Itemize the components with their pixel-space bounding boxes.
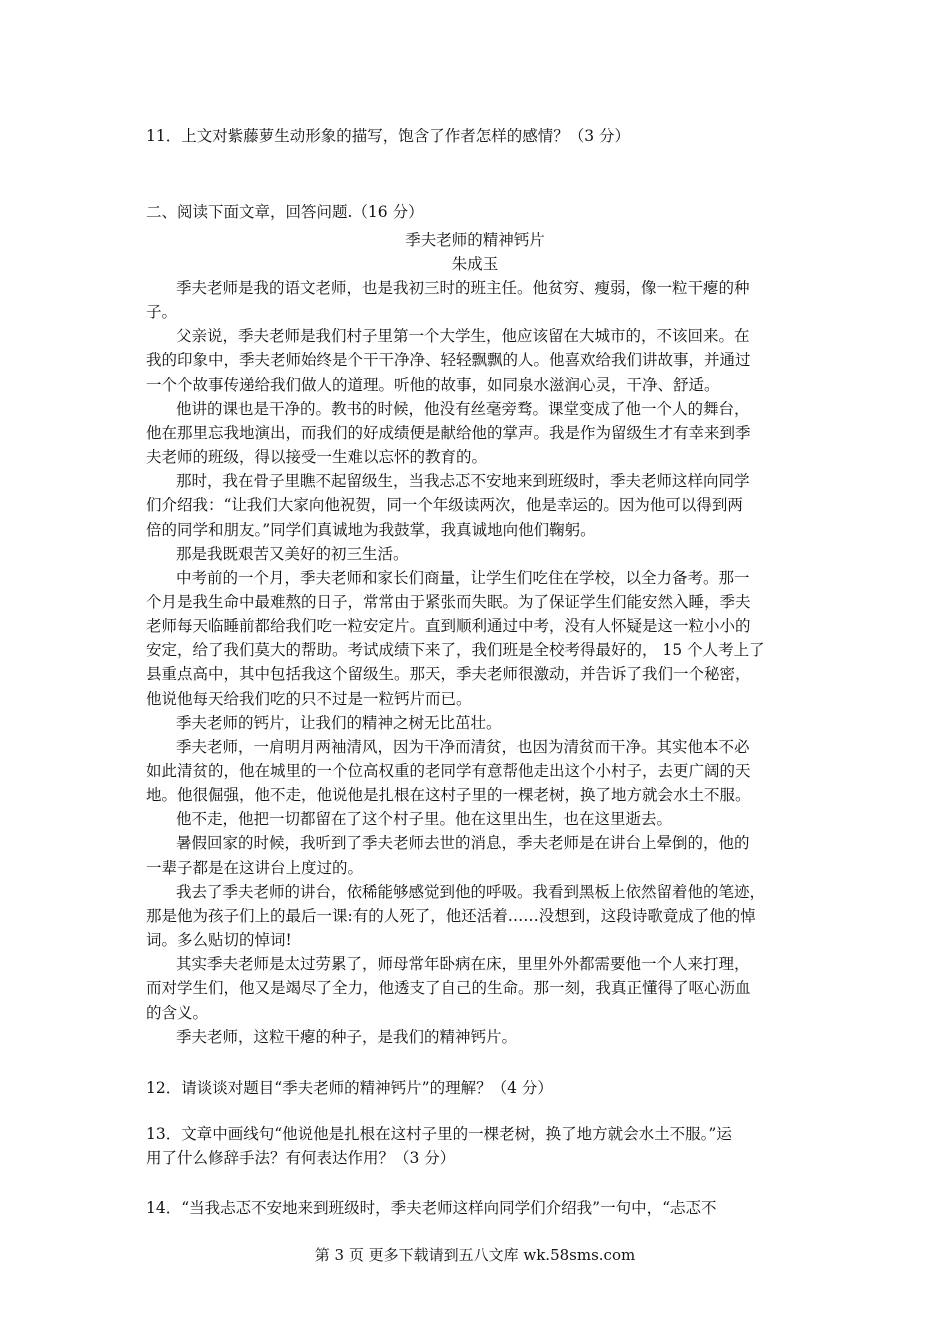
article-title: 季夫老师的精神钙片 [405,231,545,249]
article-line: 那时，我在骨子里瞧不起留级生，当我忐忑不安地来到班级时，季夫老师这样向同学 [176,472,750,491]
article-line: 县重点高中，其中包括我这个留级生。那天，季夫老师很激动，并告诉了我们一个秘密， [146,665,751,684]
article-line: 地。他很倔强，他不走，他说他是扎根在这村子里的一棵老树，换了地方就会水土不服。 [146,786,751,805]
article-line: 季夫老师是我的语文老师，也是我初三时的班主任。他贫穷、瘦弱，像一粒干瘪的种 [176,279,750,297]
article-line: 的含义。 [146,1003,209,1022]
article-line: 季夫老师，这粒干瘪的种子，是我们的精神钙片。 [176,1027,518,1046]
page-footer: 第 3 页 更多下载请到五八文库 wk.58sms.com [314,1246,636,1264]
article-line: 一个个故事传递给我们做人的道理。听他的故事，如同泉水滋润心灵，干净、舒适。 [146,375,720,394]
question-13-line-1: 13．文章中画线句“他说他是扎根在这村子里的一棵老树，换了地方就会水土不服。”运 [146,1125,732,1143]
article-line: 那是他为孩子们上的最后一课:有的人死了，他还活着……没想到，这段诗歌竟成了他的悼 [146,906,756,925]
question-11: 11．上文对紫藤萝生动形象的描写，饱含了作者怎样的感情？（3 分） [146,127,631,145]
article-line: 倍的同学和朋友。”同学们真诚地为我鼓掌，我真诚地向他们鞠躬。 [146,520,596,539]
article-line: 我去了季夫老师的讲台，依稀能够感觉到他的呼吸。我看到黑板上依然留着他的笔迹， [176,882,766,901]
article-line: 而对学生们，他又是竭尽了全力，他透支了自己的生命。那一刻，我真正懂得了呕心沥血 [146,979,751,998]
article-line: 老师每天临睡前都给我们吃一粒安定片。直到顺利通过中考，没有人怀疑是这一粒小小的 [146,617,751,636]
article-line: 们介绍我：“让我们大家向他祝贺，同一个年级读两次，他是幸运的。因为他可以得到两 [146,496,743,515]
article-line: 季夫老师的钙片，让我们的精神之树无比茁壮。 [176,713,502,732]
article-line: 夫老师的班级，得以接受一生难以忘怀的教育的。 [146,448,488,466]
article-line: 其实季夫老师是太过劳累了，师母常年卧病在床，里里外外都需要他一个人来打理， [176,955,750,974]
article-line: 安定，给了我们莫大的帮助。考试成绩下来了，我们班是全校考得最好的， 15 个人考上了 [146,641,765,660]
article-author: 朱成玉 [451,255,499,273]
article-line: 一辈子都是在这讲台上度过的。 [146,858,364,877]
article-line: 他不走，他把一切都留在了这个村子里。他在这里出生，也在这里逝去。 [176,810,673,829]
question-14: 14．“当我忐忑不安地来到班级时，季夫老师这样向同学们介绍我”一句中，“忐忑不 [146,1199,717,1217]
article-line: 词。多么贴切的悼词! [146,931,292,949]
article-line: 暑假回家的时候，我听到了季夫老师去世的消息，季夫老师是在讲台上晕倒的，他的 [176,834,750,853]
article-line: 中考前的一个月，季夫老师和家长们商量，让学生们吃住在学校，以全力备考。那一 [176,568,750,587]
article-line: 父亲说，季夫老师是我们村子里第一个大学生，他应该留在大城市的，不该回来。在 [176,327,750,346]
question-12: 12．请谈谈对题目“季夫老师的精神钙片”的理解？（4 分） [146,1079,553,1097]
section-2-heading: 二、阅读下面文章，回答问题.（16 分） [146,203,424,221]
article-line: 他在那里忘我地演出，而我们的好成绩便是献给他的掌声。我是作为留级生才有幸来到季 [146,423,751,442]
article-line: 那是我既艰苦又美好的初三生活。 [176,544,409,563]
question-13-line-2: 用了什么修辞手法？有何表达作用？（3 分） [146,1149,456,1167]
article-line: 子。 [146,303,178,322]
article-line: 个月是我生命中最难熬的日子，常常由于紧张而失眠。为了保证学生们能安然入睡，季夫 [146,593,751,611]
article-line: 我的印象中，季夫老师始终是个干干净净、轻轻飘飘的人。他喜欢给我们讲故事，并通过 [146,351,751,370]
article-line: 他说他每天给我们吃的只不过是一粒钙片而已。 [146,689,472,708]
article-line: 他讲的课也是干净的。教书的时候，他没有丝毫旁骛。课堂变成了他一个人的舞台， [176,399,750,418]
article-line: 季夫老师，一肩明月两袖清风，因为干净而清贫，也因为清贫而干净。其实他本不必 [176,737,750,756]
article-line: 如此清贫的，他在城里的一个位高权重的老同学有意帮他走出这个小村子，去更广阔的天 [146,762,751,780]
